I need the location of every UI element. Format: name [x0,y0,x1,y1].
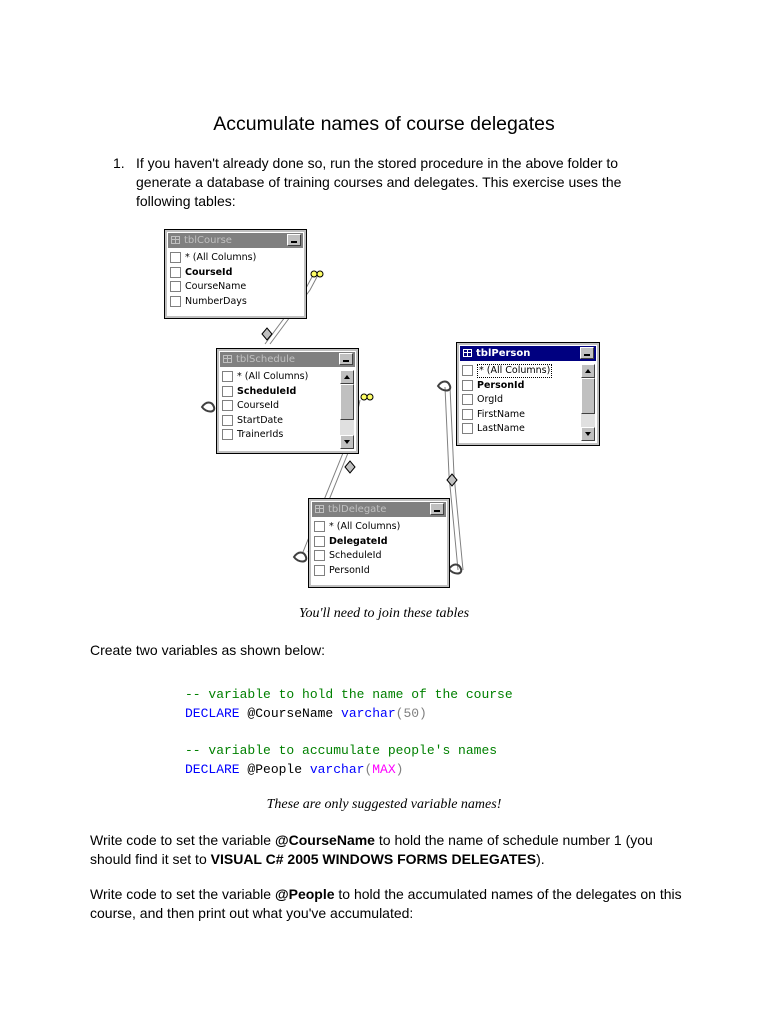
minimize-button[interactable] [339,353,353,365]
column-checkbox[interactable] [462,409,473,420]
column-checkbox[interactable] [170,267,181,278]
scroll-up-button[interactable] [581,364,595,378]
column-row[interactable]: CourseId [170,266,301,281]
table-tblPerson[interactable] [456,342,600,446]
title-bar[interactable]: tblSchedule [220,352,355,367]
column-row[interactable]: StartDate [222,414,338,429]
scroll-down-button[interactable] [581,427,595,441]
column-row[interactable]: NumberDays [170,295,301,310]
title-bar[interactable]: tblCourse [168,233,303,248]
column-checkbox[interactable] [170,281,181,292]
step-number: 1. [113,155,125,171]
column-row[interactable]: PersonId [314,564,444,579]
column-row[interactable]: * (All Columns) [462,364,579,379]
diagram-caption: You'll need to join these tables [298,606,470,621]
table-tblCourse[interactable] [164,229,307,319]
column-row[interactable]: ScheduleId [314,549,444,564]
page-title: Accumulate names of course delegates [213,113,555,135]
minimize-button[interactable] [430,503,444,515]
scroll-thumb[interactable] [340,384,354,420]
column-checkbox[interactable] [314,536,325,547]
create-vars-text: Create two variables as shown below: [90,642,326,658]
column-checkbox[interactable] [170,252,181,263]
minimize-button[interactable] [580,347,594,359]
column-checkbox[interactable] [462,423,473,434]
column-checkbox[interactable] [222,429,233,440]
code-line-comment-2: -- variable to accumulate people's names [185,743,498,758]
column-checkbox[interactable] [314,565,325,576]
scrollbar[interactable] [340,370,354,449]
column-row[interactable]: * (All Columns) [314,520,444,535]
column-checkbox[interactable] [462,394,473,405]
column-row[interactable]: FirstName [462,408,579,423]
column-row[interactable]: * (All Columns) [222,370,338,385]
table-icon [315,505,324,513]
column-row[interactable]: CourseId [222,399,338,414]
column-row[interactable]: PersonId [462,379,579,394]
column-row[interactable]: CourseName [170,280,301,295]
step-text: If you haven't already done so, run the stored procedure in the above folder to generate a database of training courses and delegates. This exercise uses the following tables: [136,155,622,209]
scroll-down-button[interactable] [340,435,354,449]
scroll-thumb[interactable] [581,378,595,414]
column-row[interactable]: LastName [462,422,579,437]
title-bar[interactable]: tblDelegate [312,502,446,517]
minimize-button[interactable] [287,234,301,246]
scrollbar[interactable] [581,364,595,441]
column-checkbox[interactable] [462,365,473,376]
column-checkbox[interactable] [222,371,233,382]
column-row[interactable]: TrainerIds [222,428,338,443]
column-row[interactable]: DelegateId [314,535,444,550]
table-tblDelegate[interactable] [308,498,450,588]
column-row[interactable]: OrgId [462,393,579,408]
column-checkbox[interactable] [314,550,325,561]
column-checkbox[interactable] [314,521,325,532]
title-bar[interactable]: tblPerson [460,346,596,361]
table-icon [463,349,472,357]
code-line-declare-2: DECLARE @People varchar(MAX) [185,762,404,777]
column-checkbox[interactable] [222,386,233,397]
column-checkbox[interactable] [170,296,181,307]
column-checkbox[interactable] [222,400,233,411]
paragraph-coursename: Write code to set the variable @CourseName to hold the name of schedule number 1 (you should find it set to VISUAL C# 2005 WINDOWS FORMS DELEGATES). [90,832,653,867]
table-icon [223,355,232,363]
code-line-comment-1: -- variable to hold the name of the course [185,687,513,702]
code-line-declare-1: DECLARE @CourseName varchar(50) [185,706,427,721]
code-caption: These are only suggested variable names! [266,797,502,812]
column-row[interactable]: ScheduleId [222,385,338,400]
table-tblSchedule[interactable] [216,348,359,454]
column-checkbox[interactable] [462,380,473,391]
paragraph-people: Write code to set the variable @People to hold the accumulated names of the delegates on this course, and then print out what you've accumulated: [90,886,682,921]
scroll-up-button[interactable] [340,370,354,384]
table-icon [171,236,180,244]
column-row[interactable]: * (All Columns) [170,251,301,266]
column-checkbox[interactable] [222,415,233,426]
